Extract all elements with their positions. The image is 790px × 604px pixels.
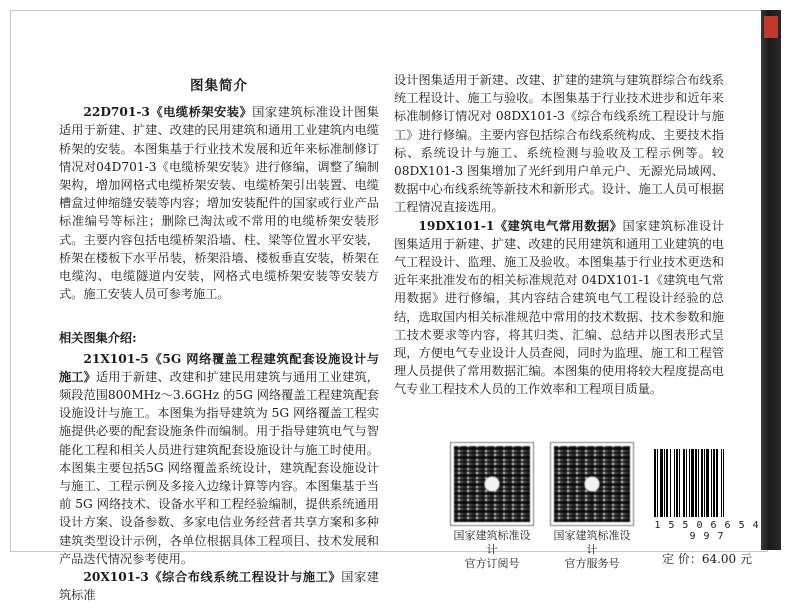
atlas-code: 21X101-5《5G 网络覆盖工程建筑配套设施设计与施工》 bbox=[59, 351, 379, 384]
price-label: 定 价：64.00 元 bbox=[662, 552, 752, 566]
atlas-description: 国家建筑标准设计图集适用于新建、扩建、改建的民用建筑和通用工业建筑的电气工程设计、监理、施工及验收。本图集基于行业技术更迭和近年来批准发布的相关标准规范对 04DX101-1《建筑电气常用数据》进行修编，其内容结合建筑电气工程设计经验的总结，选取国内相关标准规范中常用的技术数据、技术参数和施工技术要求等内容，将其归类、汇编、总结并以图表形式呈现，方便电气专业设计人员查阅，同时为监理、施工和工程管理人员提供了常用数据汇编。本图集的使用将较大程度提高电气专业工程技术人员的工作效率和工程项目质量。 bbox=[394, 218, 725, 397]
paragraph-cabling-continued: 设计图集适用于新建、改建、扩建的建筑与建筑群综合布线系统工程设计、施工与验收。本图集基于行业技术进步和近年来标准制修订情况对 08DX101-3《综合布线系统工程设计与施工》进行修编。主要内容包括综合布线系统构成、主要技术指标、系统设计与施工、系统检测与验收及工程示例等。较08DX101-3 图集增加了光纤到用户单元户、无源光局域网、数据中心布线系统等新技术和新形式。设计、施工人员可根据工程情况直接选用。 bbox=[394, 73, 724, 215]
atlas-description: 适用于新建、改建和扩建民用建筑与通用工业建筑，频段范围800MHz～3.6GHz 的5G 网络覆盖工程建筑配套设施设计与施工。本图集为指导建筑为 5G 网络覆盖工程实施提供必要的配套设施条件而编制。用于指导建筑电气与智能化工程和相关人员进行建筑配套设施设计与施工时使用。本图集主要包括5G 网络覆盖系统设计，建筑配套设施设计与施工、工程示例及多接入边缘计算等内容。本图集基于当前 5G 网络技术、设备水平和工程经验编制，提供系统通用设计方案、设备参数、多家电信业务经营者共享方案和多种建筑类型设计示例，各单位根据具体工程项目、技术发展和产品迭代情况参考使用。 bbox=[59, 369, 379, 566]
paragraph-cable-tray bbox=[59, 103, 379, 303]
atlas-code: 22D701-3《电缆桥架安装》 bbox=[83, 105, 253, 120]
qr-label-line2: 官方服务号 bbox=[564, 557, 620, 570]
book-spine bbox=[761, 10, 781, 550]
paragraph-electrical-data bbox=[394, 217, 724, 399]
left-column bbox=[59, 77, 379, 604]
spine-mark bbox=[764, 16, 778, 38]
paragraph-cabling bbox=[59, 568, 379, 604]
qr-label-line2: 官方订阅号 bbox=[464, 557, 520, 570]
qr-code-icon bbox=[451, 443, 533, 525]
atlas-code: 19DX101-1《建筑电气常用数据》 bbox=[418, 218, 623, 233]
atlas-description: 国家建筑标准设计图集适用于新建、扩建、改建的民用建筑和通用工业建筑内电缆桥架的安装。本图集基于行业技术发展和近年来标准制修订情况对04D701-3《电缆桥架安装》进行修编，调整了编制架构，增加网格式电缆桥架安装、电缆桥架引出装置、电缆槽盒过伸缩缝安装等内容；增加安装配件的国家或行业产品标准编号等标注；删除已淘汰或不常用的电缆桥架安装形式。主要内容包括电缆桥架沿墙、柱、梁等位置水平安装，桥架在楼板下水平吊装，桥架沿墙、楼板垂直安装，桥架在电缆沟、电缆隧道内安装，网格式电缆桥架安装等安装方式。施工安装人员可参考施工。 bbox=[59, 105, 379, 302]
qr-service bbox=[549, 443, 635, 571]
barcode-icon bbox=[651, 447, 761, 519]
paragraph-5g bbox=[59, 350, 379, 568]
right-column bbox=[394, 71, 724, 399]
qr-subscription bbox=[449, 443, 535, 571]
qr-label-line1: 国家建筑标准设计 bbox=[553, 529, 631, 556]
book-back-cover bbox=[10, 10, 768, 603]
atlas-description: 国家建筑标准 bbox=[59, 570, 379, 603]
page-title: 图集简介 bbox=[190, 78, 248, 94]
atlas-code: 20X101-3《综合布线系统工程设计与施工》 bbox=[83, 570, 342, 585]
related-atlases-title: 相关图集介绍: bbox=[59, 331, 137, 346]
qr-code-icon bbox=[551, 443, 633, 525]
qr-label-line1: 国家建筑标准设计 bbox=[453, 529, 531, 556]
isbn-barcode-block bbox=[651, 447, 763, 567]
barcode-digits: 1 5 5 0 6 6 5 4 9 9 7 bbox=[654, 520, 760, 542]
